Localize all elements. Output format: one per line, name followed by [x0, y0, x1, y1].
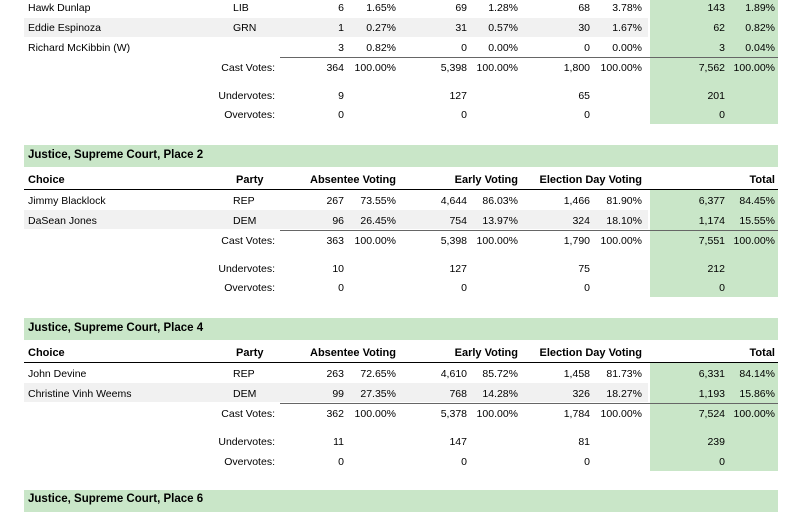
- choice-name: Eddie Espinoza: [28, 22, 101, 34]
- choice-name: John Devine: [28, 368, 87, 380]
- absentee-pct: 0.27%: [366, 22, 396, 34]
- election-day-votes: 1,466: [563, 195, 590, 207]
- choice-name: Hawk Dunlap: [28, 2, 91, 14]
- overvotes-label: Overvotes:: [224, 109, 275, 121]
- absentee-votes: 99: [332, 388, 344, 400]
- election-day-pct: 0.00%: [612, 42, 642, 54]
- early-votes: 147: [449, 436, 467, 448]
- early-votes: 5,398: [440, 235, 467, 247]
- absentee-votes: 96: [332, 215, 344, 227]
- early-pct: 100.00%: [476, 62, 518, 74]
- election-day-pct: 100.00%: [600, 408, 642, 420]
- total-votes: 62: [713, 22, 725, 34]
- early-votes: 0: [461, 109, 467, 121]
- choice-name: Richard McKibbin (W): [28, 42, 131, 54]
- election-day-votes: 0: [584, 282, 590, 294]
- total-pct: 15.55%: [739, 215, 775, 227]
- election-day-votes: 1,800: [563, 62, 590, 74]
- early-pct: 14.28%: [482, 388, 518, 400]
- choice-name: DaSean Jones: [28, 215, 97, 227]
- total-votes: 1,193: [698, 388, 725, 400]
- total-votes: 7,551: [698, 235, 725, 247]
- early-pct: 100.00%: [476, 235, 518, 247]
- header-early: Early Voting: [454, 174, 518, 186]
- total-votes: 143: [707, 2, 725, 14]
- early-votes: 0: [461, 282, 467, 294]
- cast-votes-label: Cast Votes:: [221, 62, 275, 74]
- election-day-votes: 0: [584, 456, 590, 468]
- total-votes: 0: [719, 282, 725, 294]
- total-votes: 3: [719, 42, 725, 54]
- header-total: Total: [749, 174, 775, 186]
- early-votes: 0: [461, 42, 467, 54]
- overvotes-label: Overvotes:: [224, 456, 275, 468]
- total-pct: 100.00%: [733, 408, 775, 420]
- election-day-pct: 100.00%: [600, 235, 642, 247]
- early-votes: 31: [455, 22, 467, 34]
- early-pct: 0.57%: [488, 22, 518, 34]
- total-votes: 1,174: [698, 215, 725, 227]
- header-early: Early Voting: [454, 347, 518, 359]
- election-day-votes: 326: [572, 388, 590, 400]
- total-pct: 1.89%: [745, 2, 775, 14]
- election-day-votes: 0: [584, 109, 590, 121]
- total-pct: 100.00%: [733, 62, 775, 74]
- race-title: Justice, Supreme Court, Place 6: [28, 493, 204, 505]
- undervotes-label: Undervotes:: [218, 263, 275, 275]
- absentee-votes: 6: [338, 2, 344, 14]
- divider: [280, 230, 778, 231]
- absentee-votes: 11: [333, 436, 344, 448]
- absentee-pct: 26.45%: [360, 215, 396, 227]
- early-votes: 768: [449, 388, 467, 400]
- absentee-pct: 100.00%: [354, 408, 396, 420]
- choice-name: Christine Vinh Weems: [28, 388, 132, 400]
- election-day-votes: 81: [578, 436, 590, 448]
- total-votes: 6,377: [698, 195, 725, 207]
- divider: [280, 403, 778, 404]
- cast-votes-label: Cast Votes:: [221, 235, 275, 247]
- party: LIB: [233, 2, 249, 14]
- election-day-pct: 100.00%: [600, 62, 642, 74]
- overvotes-label: Overvotes:: [224, 282, 275, 294]
- early-pct: 85.72%: [482, 368, 518, 380]
- early-votes: 754: [449, 215, 467, 227]
- early-votes: 127: [449, 90, 467, 102]
- header-party: Party: [236, 174, 264, 186]
- header-choice: Choice: [28, 347, 65, 359]
- total-votes: 6,331: [698, 368, 725, 380]
- election-day-pct: 18.10%: [606, 215, 642, 227]
- race-title: Justice, Supreme Court, Place 2: [28, 149, 204, 161]
- party: DEM: [233, 215, 257, 227]
- absentee-votes: 1: [338, 22, 344, 34]
- absentee-votes: 3: [338, 42, 344, 54]
- election-day-votes: 1,458: [563, 368, 590, 380]
- total-pct: 15.86%: [739, 388, 775, 400]
- party: GRN: [233, 22, 257, 34]
- election-day-votes: 65: [578, 90, 590, 102]
- early-votes: 0: [461, 456, 467, 468]
- early-votes: 4,644: [440, 195, 467, 207]
- election-day-pct: 1.67%: [612, 22, 642, 34]
- undervotes-label: Undervotes:: [218, 90, 275, 102]
- early-votes: 5,398: [440, 62, 467, 74]
- early-pct: 0.00%: [488, 42, 518, 54]
- total-votes: 7,562: [698, 62, 725, 74]
- absentee-votes: 364: [326, 62, 344, 74]
- total-votes: 0: [719, 456, 725, 468]
- total-votes: 0: [719, 109, 725, 121]
- header-choice: Choice: [28, 174, 65, 186]
- header-party: Party: [236, 347, 264, 359]
- early-pct: 86.03%: [482, 195, 518, 207]
- election-day-votes: 1,784: [563, 408, 590, 420]
- early-votes: 127: [449, 263, 467, 275]
- election-day-votes: 1,790: [563, 235, 590, 247]
- absentee-pct: 100.00%: [354, 235, 396, 247]
- absentee-votes: 9: [338, 90, 344, 102]
- total-pct: 84.45%: [739, 195, 775, 207]
- total-pct: 100.00%: [733, 235, 775, 247]
- absentee-pct: 100.00%: [354, 62, 396, 74]
- divider: [280, 57, 778, 58]
- total-votes: 7,524: [698, 408, 725, 420]
- party: REP: [233, 368, 255, 380]
- header-absentee: Absentee Voting: [310, 174, 396, 186]
- undervotes-label: Undervotes:: [218, 436, 275, 448]
- absentee-votes: 267: [326, 195, 344, 207]
- party: REP: [233, 195, 255, 207]
- header-election-day: Election Day Voting: [539, 174, 642, 186]
- absentee-votes: 363: [326, 235, 344, 247]
- early-pct: 13.97%: [482, 215, 518, 227]
- absentee-votes: 0: [338, 282, 344, 294]
- early-votes: 4,610: [440, 368, 467, 380]
- header-election-day: Election Day Voting: [539, 347, 642, 359]
- early-votes: 69: [455, 2, 467, 14]
- party: DEM: [233, 388, 257, 400]
- early-pct: 1.28%: [488, 2, 518, 14]
- absentee-pct: 27.35%: [360, 388, 396, 400]
- header-total: Total: [749, 347, 775, 359]
- total-pct: 0.04%: [745, 42, 775, 54]
- total-votes: 212: [707, 263, 725, 275]
- early-votes: 5,378: [440, 408, 467, 420]
- absentee-pct: 0.82%: [366, 42, 396, 54]
- header-absentee: Absentee Voting: [310, 347, 396, 359]
- absentee-pct: 73.55%: [360, 195, 396, 207]
- absentee-votes: 263: [326, 368, 344, 380]
- absentee-votes: 0: [338, 456, 344, 468]
- election-day-votes: 0: [584, 42, 590, 54]
- total-pct: 0.82%: [745, 22, 775, 34]
- election-day-votes: 75: [578, 263, 590, 275]
- total-pct: 84.14%: [739, 368, 775, 380]
- absentee-votes: 0: [338, 109, 344, 121]
- race-title: Justice, Supreme Court, Place 4: [28, 322, 204, 334]
- election-day-votes: 30: [578, 22, 590, 34]
- election-day-votes: 68: [578, 2, 590, 14]
- election-day-pct: 81.73%: [606, 368, 642, 380]
- absentee-votes: 362: [326, 408, 344, 420]
- election-day-votes: 324: [572, 215, 590, 227]
- cast-votes-label: Cast Votes:: [221, 408, 275, 420]
- absentee-pct: 1.65%: [366, 2, 396, 14]
- election-day-pct: 3.78%: [612, 2, 642, 14]
- absentee-votes: 10: [332, 263, 344, 275]
- choice-name: Jimmy Blacklock: [28, 195, 106, 207]
- total-votes: 239: [707, 436, 725, 448]
- absentee-pct: 72.65%: [360, 368, 396, 380]
- election-day-pct: 81.90%: [606, 195, 642, 207]
- total-votes: 201: [707, 90, 725, 102]
- early-pct: 100.00%: [476, 408, 518, 420]
- election-day-pct: 18.27%: [606, 388, 642, 400]
